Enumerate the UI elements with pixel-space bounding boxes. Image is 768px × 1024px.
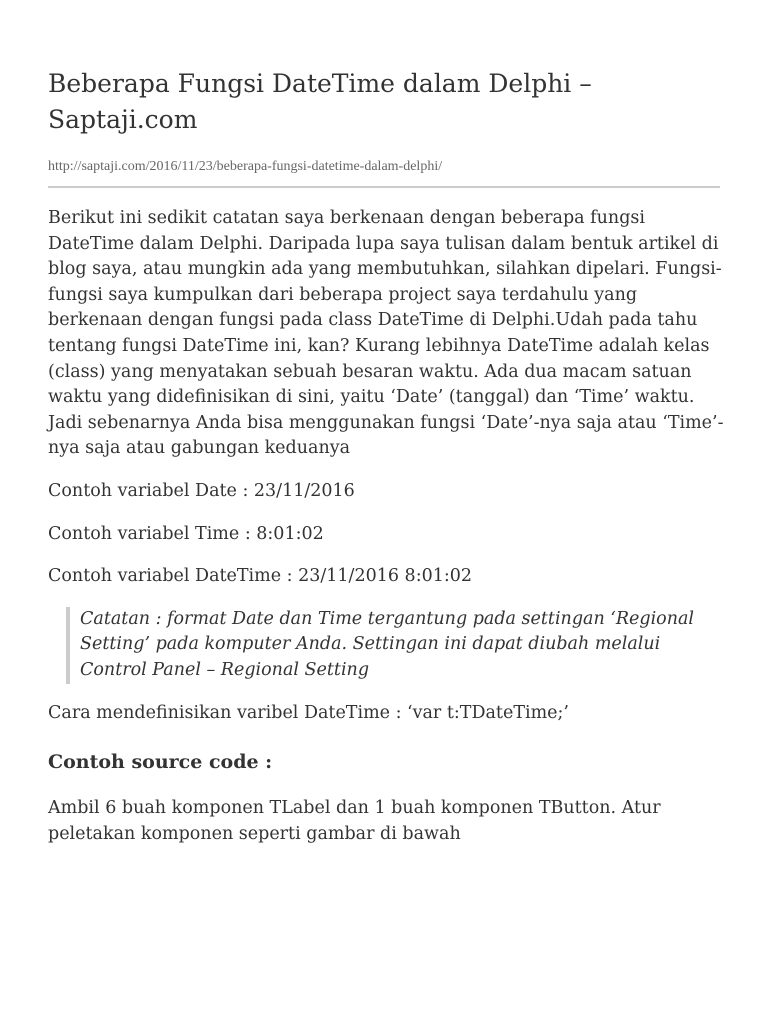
- header-divider: [48, 186, 720, 188]
- note-blockquote: Catatan : format Date dan Time tergantung pada settingan ‘Regional Setting’ pada komputer Anda. Settingan ini dapat diubah melalui Control Panel – Regional Setting: [66, 607, 700, 684]
- example-datetime-paragraph: Contoh variabel DateTime : 23/11/2016 8:01:02: [48, 566, 473, 587]
- source-code-heading: Contoh source code :: [48, 751, 273, 774]
- article-body: [48, 206, 728, 847]
- example-time-paragraph: Contoh variabel Time : 8:01:02: [48, 523, 324, 544]
- declare-paragraph: Cara mendefinisikan varibel DateTime : ‘var t:TDateTime;’: [48, 702, 569, 723]
- page-title: Beberapa Fungsi DateTime dalam Delphi – Saptaji.com: [48, 69, 592, 134]
- example-date-paragraph: Contoh variabel Date : 23/11/2016: [48, 480, 355, 501]
- instructions-paragraph: Ambil 6 buah komponen TLabel dan 1 buah komponen TButton. Atur peletakan komponen seperti gambar di bawah: [48, 798, 661, 844]
- source-url-link[interactable]: http://saptaji.com/2016/11/23/beberapa-fungsi-datetime-dalam-delphi/: [48, 159, 443, 174]
- intro-paragraph: Berikut ini sedikit catatan saya berkenaan dengan beberapa fungsi DateTime dalam Delphi. Daripada lupa saya tulisan dalam bentuk artikel di blog saya, atau mungkin ada yang membutuhkan, silahkan dipelari. Fungsi-fungsi saya kumpulkan dari beberapa project saya terdahulu yang berkenaan dengan fungsi pada class DateTime di Delphi.Udah pada tahu tentang fungsi DateTime ini, kan? Kurang lebihnya DateTime adalah kelas (class) yang menyatakan sebuah besaran waktu. Ada dua macam satuan waktu yang didefinisikan di sini, yaitu ‘Date’ (tanggal) dan ‘Time’ waktu. Jadi sebenarnya Anda bisa menggunakan fungsi ‘Date’-nya saja atau ‘Time’-nya saja atau gabungan keduanya: [48, 208, 724, 459]
